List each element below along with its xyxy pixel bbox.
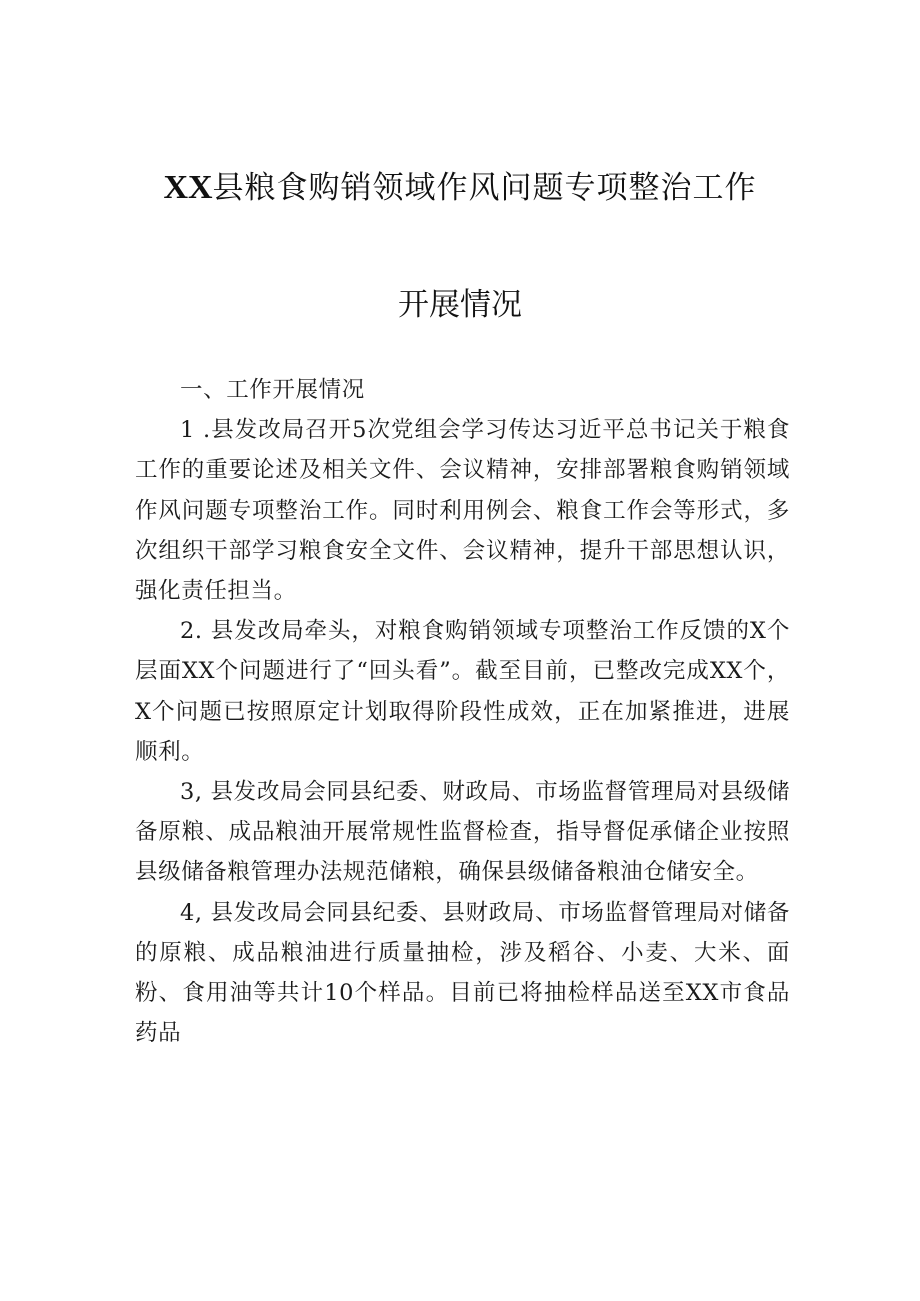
paragraph-3: 3, 县发改局会同县纪委、财政局、市场监督管理局对县级储备原粮、成品粮油开展常规性监督检查，指导督促承储企业按照县级储备粮管理办法规范储粮，确保县级储备粮油仓储安全。 [135,779,790,886]
paragraph-4: 4, 县发改局会同县纪委、县财政局、市场监督管理局对储备的原粮、成品粮油进行质量抽检，涉及稻谷、小麦、大米、面粉、食用油等共计10个样品。目前已将抽检样品送至XX市食品药品 [135,899,790,1047]
paragraph-2: 2. 县发改局牵头，对粮食购销领域专项整治工作反馈的X个层面XX个问题进行了“回头看”。截至目前，已整改完成XX个，X个问题已按照原定计划取得阶段性成效，正在加紧推进，进展顺利。 [135,618,790,765]
section-heading: 一、工作开展情况 [180,377,365,403]
paragraph-1: 1 .县发改局召开5次党组会学习传达习近平总书记关于粮食工作的重要论述及相关文件、会议精神，安排部署粮食购销领域作风问题专项整治工作。同时利用例会、粮食工作会等形式，多次组织干部学习粮食安全文件、会议精神，提升干部思想认识，强化责任担当。 [135,417,790,605]
document-title-line-2: 开展情况 [398,287,522,323]
title-text: 县粮食购销领域作风问题专项整治工作 [212,170,757,206]
title-prefix: XX [163,169,213,206]
document-body [135,370,790,1053]
document-title-line-1 [0,162,920,207]
